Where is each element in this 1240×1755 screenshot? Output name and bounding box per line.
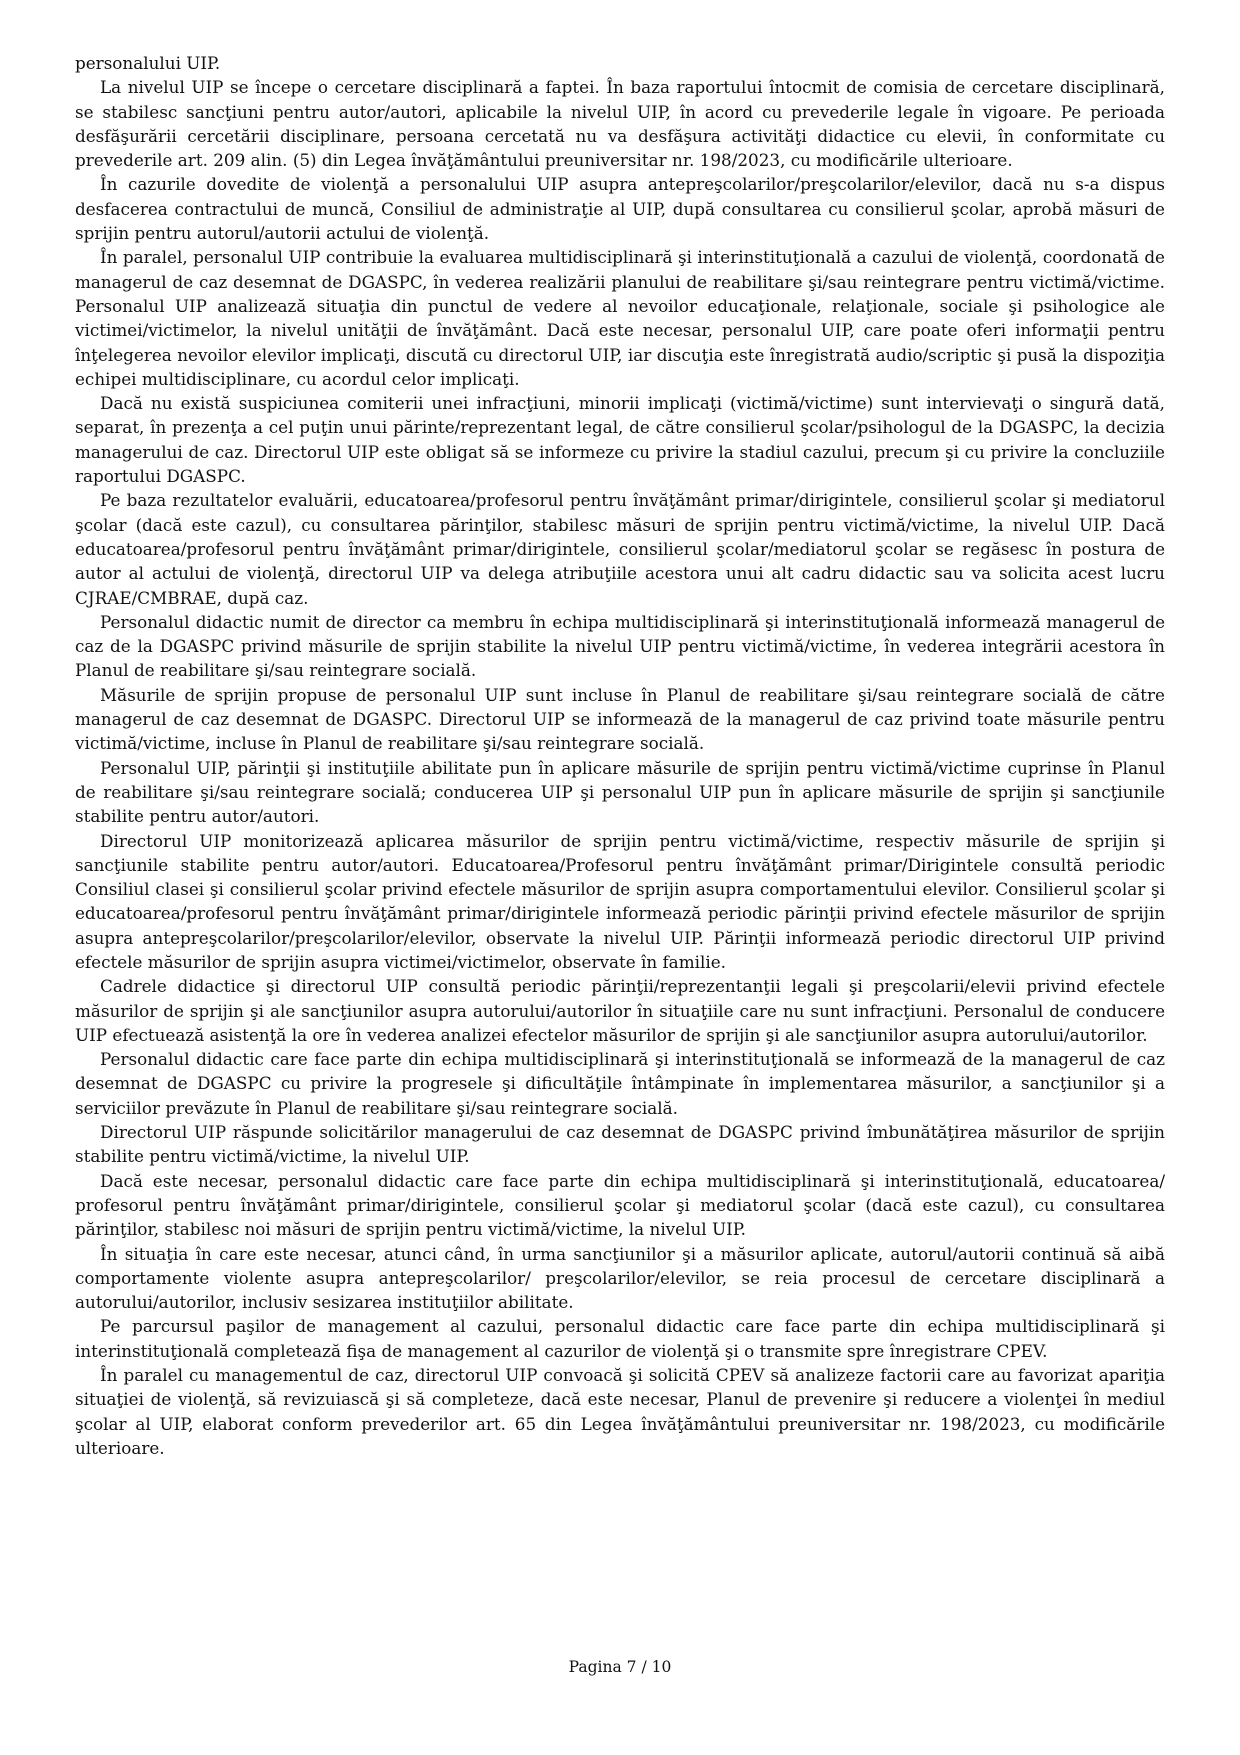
paragraph-interview-minors: Dacă nu există suspiciunea comiterii unei infracţiuni, minorii implicaţi (victimă/victime) sunt intervievaţi o singură dată, separat, în prezenţa a cel puţin unui părinte/reprezentant legal, de către consilierul şcolar/psihologul de la DGASPC, la decizia managerului de caz. Directorul UIP este obligat să se informeze cu privire la stadiul cazului, precum şi cu privire la concluziile raportului DGASPC. [75, 393, 1165, 487]
paragraph-implementation: Personalul UIP, părinţii şi instituţiile abilitate pun în aplicare măsurile de sprijin pentru victimă/victime cuprinse în Planul de reabilitare şi/sau reintegrare socială; conducerea UIP şi personalul UIP pun în aplicare măsurile de sprijin şi sancţiunile stabilite pentru autor/autori. [75, 757, 1165, 827]
paragraph-case-manager-information: Personalul didactic numit de director ca membru în echipa multidisciplinară şi interinstituţională informează managerul de caz de la DGASPC privind măsurile de sprijin stabilite la nivelul UIP pentru victimă/victime, în vederea integrării acestora în Planul de reabilitare şi/sau reintegrare socială. [75, 611, 1165, 681]
paragraph-resume-research: În situaţia în care este necesar, atunci când, în urma sancţiunilor şi a măsurilor aplicate, autorul/autorii continuă să aibă comportamente violente asupra antepreşcolarilor/ preşcolarilor/elevilor, se reia procesul de cercetare disciplinară a autorului/autorilor, inclusiv sesizarea instituţiilor abilitate. [75, 1243, 1165, 1313]
paragraph-director-response: Directorul UIP răspunde solicitărilor managerului de caz desemnat de DGASPC privind îmbunătăţirea măsurilor de sprijin stabilite pentru victimă/victime, la nivelul UIP. [75, 1122, 1165, 1167]
document-body [75, 51, 1165, 1460]
paragraph-disciplinary-research: La nivelul UIP se începe o cercetare disciplinară a faptei. În baza raportului întocmit de comisia de cercetare disciplinară, se stabilesc sancţiuni pentru autor/autori, aplicabile la nivelul UIP, în acord cu prevederile legale în vigoare. Pe perioada desfăşurării cercetării disciplinare, persoana cercetată nu va desfăşura activităţi didactice cu elevii, în conformitate cu prevederile art. 209 alin. (5) din Legea învăţământului preuniversitar nr. 198/2023, cu modificările ulterioare. [75, 77, 1165, 171]
paragraph-staff-violence-cases: În cazurile dovedite de violenţă a personalului UIP asupra antepreşcolarilor/preşcolarilor/elevilor, dacă nu s-a dispus desfacerea contractului de muncă, Consiliul de administraţie al UIP, după consultarea cu consilierul şcolar, aprobă măsuri de sprijin pentru autorul/autorii actului de violenţă. [75, 174, 1165, 244]
paragraph-management-form: Pe parcursul paşilor de management al cazului, personalul didactic care face parte din echipa multidisciplinară şi interinstituţională completează fişa de management al cazurilor de violenţă şi o transmite spre înregistrare CPEV. [75, 1316, 1165, 1361]
paragraph-multidisciplinary-evaluation: În paralel, personalul UIP contribuie la evaluarea multidisciplinară şi interinstituţională a cazului de violenţă, coordonată de managerul de caz desemnat de DGASPC, în vederea realizării planului de reabilitare şi/sau reintegrare pentru victimă/victime. Personalul UIP analizează situaţia din punctul de vedere al nevoilor educaţionale, relaţionale, sociale şi psihologice ale victimei/victimelor, la nivelul unităţii de învăţământ. Dacă este necesar, personalul UIP, care poate oferi informaţii pentru înţelegerea nevoilor elevilor implicaţi, discută cu directorul UIP, iar discuţia este înregistrată audio/scriptic şi pusă la dispoziţia echipei multidisciplinare, cu acordul celor implicaţi. [75, 247, 1165, 389]
paragraph-periodic-consultation: Cadrele didactice şi directorul UIP consultă periodic părinţii/reprezentanţii legali şi preşcolarii/elevii privind efectele măsurilor de sprijin şi ale sancţiunilor asupra autorului/autorilor în situaţiile care nu sunt infracţiuni. Personalul de conducere UIP efectuează asistenţă la ore în vederea analizei efectelor măsurilor de sprijin şi ale sancţiunilor asupra autorului/autorilor. [75, 976, 1165, 1045]
paragraph-rehabilitation-plan: Măsurile de sprijin propuse de personalul UIP sunt incluse în Planul de reabilitare şi/sau reintegrare socială de către managerul de caz desemnat de DGASPC. Directorul UIP se informează de la managerul de caz privind toate măsurile pentru victimă/victime, incluse în Planul de reabilitare şi/sau reintegrare socială. [75, 684, 1165, 754]
paragraph-support-measures: Pe baza rezultatelor evaluării, educatoarea/profesorul pentru învăţământ primar/dirigintele, consilierul şcolar şi mediatorul şcolar (dacă este cazul), cu consultarea părinţilor, stabilesc măsuri de sprijin pentru victimă/victime, la nivelul UIP. Dacă educatoarea/profesorul pentru învăţământ primar/dirigintele, consilierul şcolar/mediatorul şcolar se regăsesc în postura de autor al actului de violenţă, directorul UIP va delega atribuţiile acestora unui alt cadru didactic sau va solicita acest lucru CJRAE/CMBRAE, după caz. [75, 490, 1165, 608]
paragraph-continuation: personalului UIP. [75, 53, 221, 73]
paragraph-prevention-plan: În paralel cu managementul de caz, directorul UIP convoacă şi solicită CPEV să analizeze factorii care au favorizat apariţia situaţiei de violenţă, să revizuiască şi să completeze, dacă este necesar, Planul de prevenire şi reducere a violenţei în mediul şcolar al UIP, elaborat conform prevederilor art. 65 din Legea învăţământului preuniversitar nr. 198/2023, cu modificările ulterioare. [75, 1365, 1165, 1458]
paragraph-new-measures: Dacă este necesar, personalul didactic care face parte din echipa multidisciplinară şi interinstituţională, educatoarea/ profesorul pentru învăţământ primar/dirigintele, consilierul şcolar şi mediatorul şcolar (dacă este cazul), cu consultarea părinţilor, stabilesc noi măsuri de sprijin pentru victimă/victime, la nivelul UIP. [75, 1170, 1165, 1240]
paragraph-monitoring: Directorul UIP monitorizează aplicarea măsurilor de sprijin pentru victimă/victime, respectiv măsurile de sprijin şi sancţiunile stabilite pentru autor/autori. Educatoarea/Profesorul pentru învăţământ primar/Dirigintele consultă periodic Consiliul clasei şi consilierul şcolar privind efectele măsurilor de sprijin asupra comportamentului elevilor. Consilierul şcolar şi educatoarea/profesorul pentru învăţământ primar/dirigintele informează periodic părinţii privind efectele măsurilor de sprijin asupra antepreşcolarilor/preşcolarilor/elevilor, observate la nivelul UIP. Părinţii informează periodic directorul UIP privind efectele măsurilor de sprijin asupra victimei/victimelor, observate în familie. [75, 830, 1165, 972]
paragraph-progress-information: Personalul didactic care face parte din echipa multidisciplinară şi interinstituţională se informează de la managerul de caz desemnat de DGASPC cu privire la progresele şi dificultăţile întâmpinate în implementarea măsurilor, a sancţiunilor şi a serviciilor prevăzute în Planul de reabilitare şi/sau reintegrare socială. [75, 1049, 1165, 1118]
page-number: Pagina 7 / 10 [568, 1658, 672, 1676]
